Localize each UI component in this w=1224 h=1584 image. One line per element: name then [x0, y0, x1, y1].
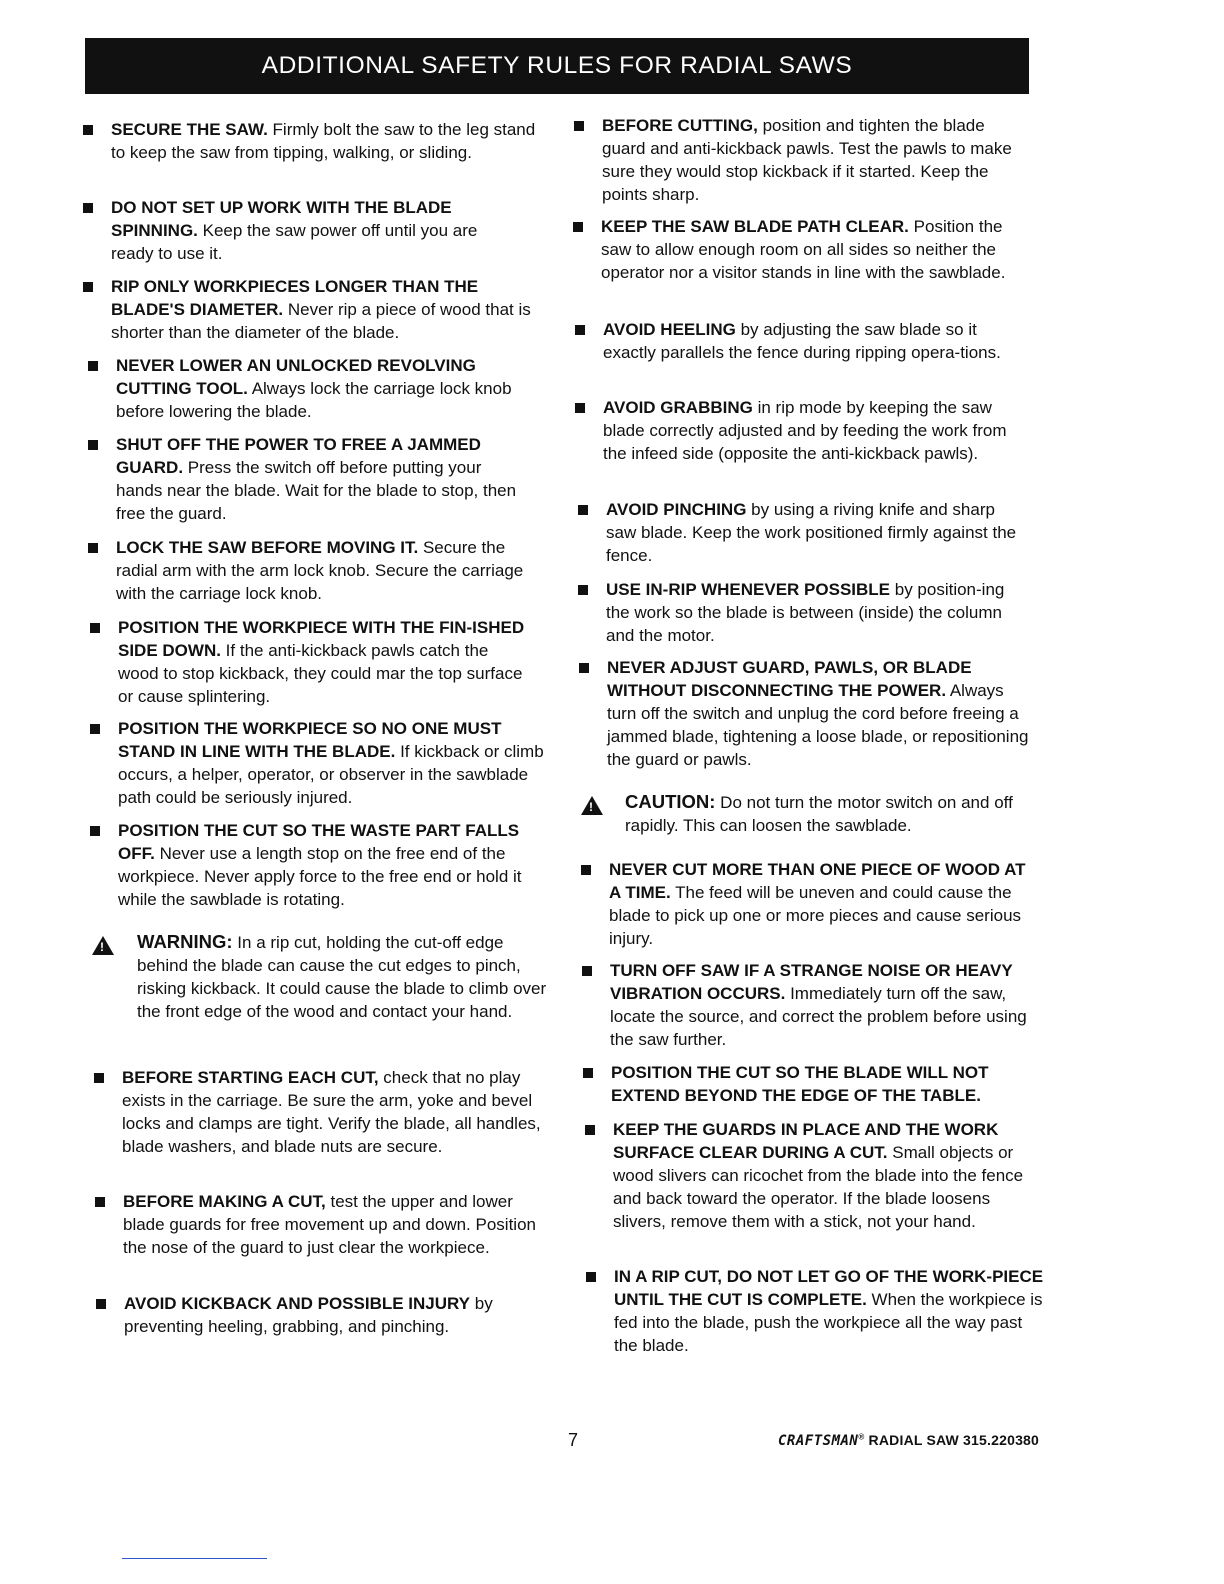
rule-text: When the workpiece is fed into the blade, push the workpiece all the way past the blade.: [614, 1290, 1043, 1355]
brand-logo: CRAFTSMAN: [778, 1433, 859, 1449]
bullet-square-icon: [88, 543, 98, 553]
rule-heading: NEVER ADJUST GUARD, PAWLS, OR BLADE WITHOUT DISCONNECTING THE POWER.: [607, 658, 972, 700]
rule-text: Always lock the carriage lock knob before lowering the blade.: [116, 379, 512, 421]
bullet-square-icon: [578, 505, 588, 515]
rule-text: position and tighten the blade guard and anti-kickback pawls. Test the pawls to make sure they would stop kickback if it started. Keep the points sharp.: [602, 116, 1012, 204]
rule-text: Press the switch off before putting your hands near the blade. Wait for the blade to stop, then free the guard.: [116, 458, 517, 523]
right-item-7: [607, 656, 1032, 771]
rule-text: Immediately turn off the saw, locate the source, and correct the problem before using the saw further.: [610, 984, 1027, 1049]
rule-text: check that no play exists in the carriage. Be sure the arm, yoke and bevel locks and clamps are tight. Verify the blade, all handles, blade washers, and blade nuts are secure.: [122, 1068, 541, 1156]
warning-label: WARNING:: [137, 931, 233, 952]
left-item-3: [111, 275, 541, 344]
bullet-square-icon: [83, 282, 93, 292]
rule-heading: BEFORE STARTING EACH CUT,: [122, 1068, 379, 1087]
warning-notice: [137, 930, 557, 1023]
right-item-11: [613, 1118, 1043, 1233]
left-item-5: [116, 433, 531, 525]
rule-heading: SECURE THE SAW.: [111, 120, 268, 139]
bullet-square-icon: [94, 1073, 104, 1083]
left-item-11: [123, 1190, 543, 1259]
rule-heading: TURN OFF SAW IF A STRANGE NOISE OR HEAVY VIBRATION OCCURS.: [610, 961, 1013, 1003]
rule-heading: POSITION THE CUT SO THE BLADE WILL NOT EXTEND BEYOND THE EDGE OF THE TABLE.: [611, 1063, 989, 1105]
left-item-1: [111, 118, 541, 164]
rule-heading: POSITION THE CUT SO THE WASTE PART FALLS OFF.: [118, 821, 520, 863]
bullet-square-icon: [574, 121, 584, 131]
rule-heading: LOCK THE SAW BEFORE MOVING IT.: [116, 538, 419, 557]
right-item-5: [606, 498, 1026, 567]
rule-text: by position-ing the work so the blade is between (inside) the column and the motor.: [606, 580, 1005, 645]
rule-text: Never use a length stop on the free end of the workpiece. Never apply force to the free end or hold it while the sawblade is rotating.: [118, 844, 522, 909]
registered-mark: ®: [858, 1432, 865, 1442]
right-item-8: [609, 858, 1029, 950]
warning-triangle-icon: [92, 936, 114, 955]
bullet-square-icon: [83, 125, 93, 135]
rule-heading: BEFORE CUTTING,: [602, 116, 758, 135]
caution-notice: [625, 790, 1045, 837]
left-item-4: [116, 354, 526, 423]
bullet-square-icon: [96, 1299, 106, 1309]
left-item-9: [118, 819, 554, 911]
footer-brand: [778, 1432, 1039, 1449]
page-number: 7: [568, 1430, 579, 1450]
rule-heading: SHUT OFF THE POWER TO FREE A JAMMED GUARD.: [116, 435, 481, 477]
left-item-7: [118, 616, 528, 708]
rule-text: by preventing heeling, grabbing, and pinching.: [124, 1294, 493, 1336]
rule-text: If kickback or climb occurs, a helper, operator, or observer in the sawblade path could be seriously injured.: [118, 742, 544, 807]
bullet-square-icon: [582, 966, 592, 976]
bullet-square-icon: [83, 203, 93, 213]
bullet-square-icon: [575, 403, 585, 413]
right-item-2: [601, 215, 1031, 284]
bullet-square-icon: [95, 1197, 105, 1207]
right-item-6: [606, 578, 1031, 647]
rule-text: Small objects or wood slivers can ricochet from the blade into the fence and back toward the operator. If the blade loosens slivers, remove them with a stick, not your hand.: [613, 1143, 1024, 1231]
bullet-square-icon: [579, 663, 589, 673]
bullet-square-icon: [90, 623, 100, 633]
rule-text: test the upper and lower blade guards for free movement up and down. Position the nose of the guard to just clear the workpiece.: [123, 1192, 536, 1257]
rule-heading: KEEP THE GUARDS IN PLACE AND THE WORK SURFACE CLEAR DURING A CUT.: [613, 1120, 999, 1162]
rule-text: Keep the saw power off until you are ready to use it.: [111, 221, 478, 263]
bullet-square-icon: [581, 865, 591, 875]
rule-heading: POSITION THE WORKPIECE SO NO ONE MUST STAND IN LINE WITH THE BLADE.: [118, 719, 502, 761]
caution-label: CAUTION:: [625, 791, 716, 812]
bullet-square-icon: [586, 1272, 596, 1282]
right-item-12: [614, 1265, 1044, 1357]
footer-rule: [122, 1558, 267, 1559]
rule-heading: USE IN-RIP WHENEVER POSSIBLE: [606, 580, 891, 599]
bullet-square-icon: [575, 325, 585, 335]
right-item-10: [611, 1061, 1041, 1107]
rule-text: The feed will be uneven and could cause the blade to pick up one or more pieces and cause serious injury.: [609, 883, 1022, 948]
right-item-1: [602, 114, 1032, 206]
bullet-square-icon: [585, 1125, 595, 1135]
warning-text: In a rip cut, holding the cut-off edge behind the blade can cause the cut edges to pinch, risking kickback. It could cause the blade to climb over the front edge of the wood and contact your hand.: [137, 933, 547, 1021]
right-item-4: [603, 396, 1023, 465]
right-item-3: [603, 318, 1028, 364]
rule-heading: IN A RIP CUT, DO NOT LET GO OF THE WORK-PIECE UNTIL THE CUT IS COMPLETE.: [614, 1267, 1044, 1309]
rule-text: Always turn off the switch and unplug the cord before freeing a jammed blade, tightening a loose blade, or repositioning the guard or pawls.: [607, 681, 1029, 769]
bullet-square-icon: [90, 826, 100, 836]
bullet-square-icon: [573, 222, 583, 232]
rule-heading: NEVER LOWER AN UNLOCKED REVOLVING CUTTING TOOL.: [116, 356, 476, 398]
left-item-8: [118, 717, 558, 809]
rule-text: in rip mode by keeping the saw blade correctly adjusted and by feeding the work from the infeed side (opposite the anti-kickback pawls).: [603, 398, 1007, 463]
rule-text: Never rip a piece of wood that is shorter than the diameter of the blade.: [111, 300, 531, 342]
bullet-square-icon: [88, 440, 98, 450]
bullet-square-icon: [578, 585, 588, 595]
rule-heading: KEEP THE SAW BLADE PATH CLEAR.: [601, 217, 909, 236]
rule-heading: RIP ONLY WORKPIECES LONGER THAN THE BLADE'S DIAMETER.: [111, 277, 479, 319]
rule-heading: NEVER CUT MORE THAN ONE PIECE OF WOOD AT A TIME.: [609, 860, 1026, 902]
bullet-square-icon: [88, 361, 98, 371]
rule-text: If the anti-kickback pawls catch the wood to stop kickback, they could mar the top surface or cause splintering.: [118, 641, 523, 706]
rule-heading: AVOID PINCHING: [606, 500, 747, 519]
left-item-12: [124, 1292, 544, 1338]
rule-heading: POSITION THE WORKPIECE WITH THE FIN-ISHED SIDE DOWN.: [118, 618, 525, 660]
caution-text: Do not turn the motor switch on and off rapidly. This can loosen the sawblade.: [625, 793, 1013, 835]
left-item-10: [122, 1066, 542, 1158]
bullet-square-icon: [583, 1068, 593, 1078]
left-item-2: [111, 196, 511, 265]
rule-heading: BEFORE MAKING A CUT,: [123, 1192, 326, 1211]
rule-heading: AVOID HEELING: [603, 320, 736, 339]
left-item-6: [116, 536, 531, 605]
rule-heading: AVOID KICKBACK AND POSSIBLE INJURY: [124, 1294, 471, 1313]
rule-text: by adjusting the saw blade so it exactly parallels the fence during ripping opera-tions.: [603, 320, 1001, 362]
rule-text: Position the saw to allow enough room on all sides so neither the operator nor a visitor stands in line with the sawblade.: [601, 217, 1006, 282]
section-header: [85, 38, 1029, 94]
caution-triangle-icon: [581, 796, 603, 815]
rule-text: Secure the radial arm with the arm lock knob. Secure the carriage with the carriage lock knob.: [116, 538, 524, 603]
rule-text: by using a riving knife and sharp saw blade. Keep the work positioned firmly against the fence.: [606, 500, 1017, 565]
rule-heading: AVOID GRABBING: [603, 398, 753, 417]
model-number: RADIAL SAW 315.220380: [864, 1432, 1040, 1448]
rule-heading: DO NOT SET UP WORK WITH THE BLADE SPINNING.: [111, 198, 452, 240]
rule-text: Firmly bolt the saw to the leg stand to keep the saw from tipping, walking, or sliding.: [111, 120, 536, 162]
section-title: ADDITIONAL SAFETY RULES FOR RADIAL SAWS: [261, 52, 853, 79]
right-item-9: [610, 959, 1030, 1051]
bullet-square-icon: [90, 724, 100, 734]
